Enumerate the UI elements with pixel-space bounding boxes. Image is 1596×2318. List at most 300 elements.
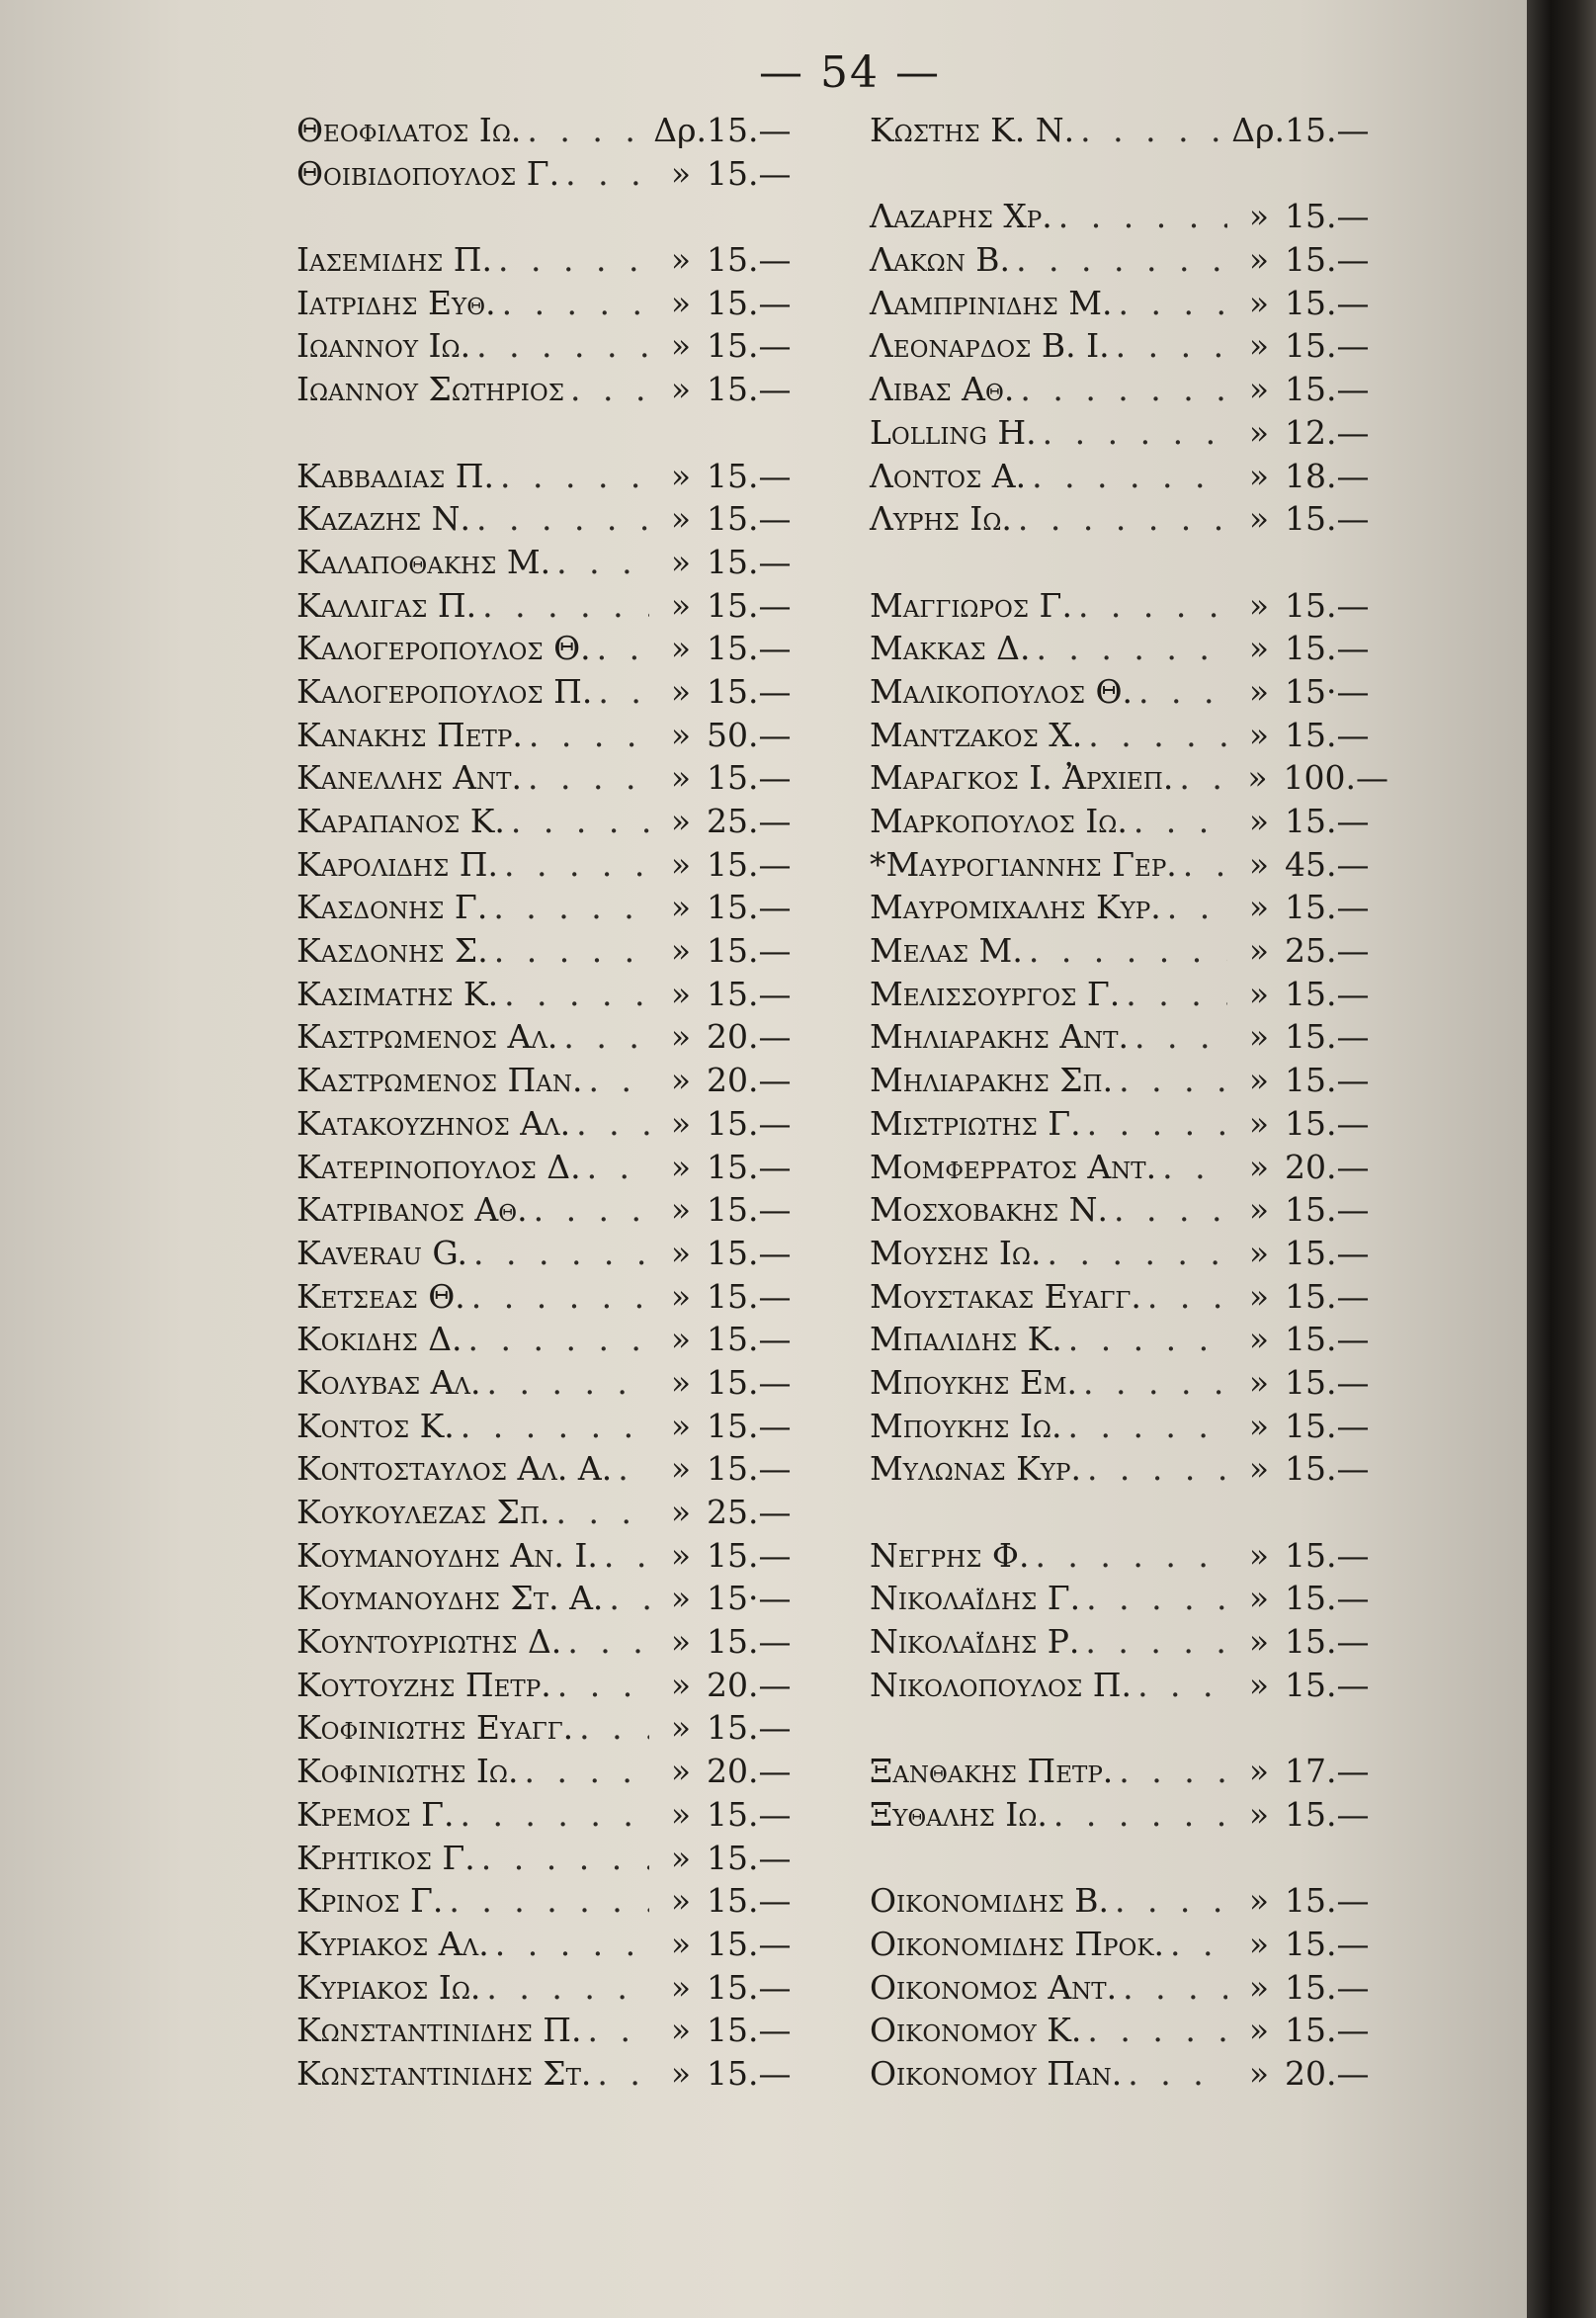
subscription-amount: 15.— xyxy=(1285,629,1370,668)
subscription-amount: 15.— xyxy=(707,153,792,193)
subscription-amount: 15.— xyxy=(1285,1881,1370,1921)
leader-dots xyxy=(1080,111,1225,149)
subscriber-entry xyxy=(296,1277,810,1321)
subscription-amount: 15.— xyxy=(707,1320,792,1359)
page-number: — 54 — xyxy=(759,47,941,98)
subscriber-entry xyxy=(870,1666,1388,1709)
subscriber-entry xyxy=(296,154,810,198)
currency-mark: » xyxy=(1248,283,1270,322)
subscriber-entry xyxy=(870,284,1388,327)
subscriber-entry xyxy=(870,1104,1388,1148)
leader-dots xyxy=(565,154,649,193)
currency-mark: Δρ. xyxy=(653,111,707,149)
subscription-amount: 50.— xyxy=(707,715,792,754)
subscriber-entry xyxy=(296,758,810,802)
subscriber-name: Μακκας Δ. xyxy=(870,629,1031,668)
subscriber-entry xyxy=(870,1061,1388,1104)
currency-mark: » xyxy=(1248,1535,1270,1575)
currency-mark: Δρ. xyxy=(1231,111,1285,149)
subscriber-name: Καστρωμενος Παν. xyxy=(296,1061,583,1100)
currency-mark: » xyxy=(1248,1967,1270,2007)
leader-dots xyxy=(1087,2011,1227,2049)
currency-mark: » xyxy=(670,671,692,711)
section-gap xyxy=(870,1708,1388,1752)
subscription-amount: 15.— xyxy=(1285,1017,1370,1057)
subscriber-entry xyxy=(296,802,810,845)
section-gap xyxy=(296,413,810,457)
subscriber-entry xyxy=(296,1493,810,1536)
subscriber-name: Λιβας Αθ. xyxy=(870,370,1015,409)
currency-mark: » xyxy=(1248,1017,1270,1057)
leader-dots xyxy=(1134,1017,1227,1056)
leader-dots xyxy=(1087,1104,1227,1143)
subscriber-name: Νικολαΐδης Ρ. xyxy=(870,1622,1080,1662)
currency-mark: » xyxy=(670,326,692,366)
subscriber-name: Κετσεας Θ. xyxy=(296,1276,465,1316)
subscription-amount: 15.— xyxy=(1285,197,1370,236)
subscriber-name: Ιατριδης Ευθ. xyxy=(296,283,496,322)
subscriber-entry xyxy=(296,1104,810,1148)
currency-mark: » xyxy=(670,456,692,495)
currency-mark: » xyxy=(670,888,692,927)
leader-dots xyxy=(527,111,647,149)
section-gap xyxy=(870,1493,1388,1536)
subscriber-name: Κουκουλεζας Σπ. xyxy=(296,1493,550,1531)
leader-dots xyxy=(1036,629,1227,667)
subscription-amount: 15.— xyxy=(1285,1233,1370,1272)
currency-mark: » xyxy=(1248,456,1270,495)
subscription-amount: 15.— xyxy=(707,1838,792,1877)
leader-dots xyxy=(556,543,649,581)
leader-dots xyxy=(1115,1881,1227,1920)
subscriber-name: Μπουκης Εμ. xyxy=(870,1362,1078,1402)
subscription-amount: 20.— xyxy=(707,1752,792,1791)
subscription-amount: 15.— xyxy=(707,1362,792,1402)
subscriber-entry xyxy=(870,370,1388,413)
currency-mark: » xyxy=(670,1838,692,1877)
subscriber-entry xyxy=(296,2011,810,2054)
currency-mark: » xyxy=(1248,412,1270,452)
subscriber-entry xyxy=(296,1449,810,1493)
leader-dots xyxy=(1032,457,1227,495)
subscriber-name: Μπουκης Ιω. xyxy=(870,1406,1062,1445)
leader-dots xyxy=(1083,1363,1227,1402)
leader-dots xyxy=(570,370,649,408)
subscriber-entry xyxy=(296,1795,810,1839)
currency-mark: » xyxy=(1248,1276,1270,1316)
subscription-amount: 25.— xyxy=(707,802,792,840)
subscriber-entry xyxy=(870,1407,1388,1450)
subscriber-name: Μαρκοπουλος Ιω. xyxy=(870,802,1128,840)
subscriber-name: Μοσχοβακης Ν. xyxy=(870,1190,1109,1230)
leader-dots xyxy=(1067,1407,1227,1445)
subscriber-name: Καλλιγας Π. xyxy=(296,585,477,625)
subscription-amount: 15.— xyxy=(1285,1362,1370,1402)
subscriber-entry xyxy=(870,931,1388,975)
leader-dots xyxy=(476,499,649,538)
subscriber-entry xyxy=(296,1363,810,1407)
subscriber-entry xyxy=(296,1190,810,1234)
subscriber-name: Ιασεμιδης Π. xyxy=(296,240,493,280)
subscription-amount: 15.— xyxy=(1285,1579,1370,1618)
leader-dots xyxy=(1020,370,1227,408)
section-gap xyxy=(870,1839,1388,1882)
leader-dots xyxy=(476,326,649,365)
leader-dots xyxy=(504,845,649,884)
subscription-amount: 15.— xyxy=(1285,1535,1370,1575)
subscriber-name: Κανελλης Αντ. xyxy=(296,758,522,798)
subscriber-name: Νικολαΐδης Γ. xyxy=(870,1579,1081,1618)
leader-dots xyxy=(604,1536,649,1575)
subscriber-entry xyxy=(870,1968,1388,2012)
subscriber-entry xyxy=(296,1708,810,1752)
currency-mark: » xyxy=(1248,2053,1270,2093)
leader-dots xyxy=(1134,802,1227,840)
subscription-amount: 15.— xyxy=(1285,1190,1370,1230)
currency-mark: » xyxy=(1248,1406,1270,1445)
subscriber-entry xyxy=(296,629,810,672)
subscriber-entry xyxy=(296,845,810,889)
subscriber-name: Μελισσουργος Γ. xyxy=(870,974,1121,1013)
subscription-amount: 15.— xyxy=(707,370,792,409)
subscriber-name: Μυλωνας Κυρ. xyxy=(870,1449,1081,1489)
leader-dots xyxy=(609,1579,649,1617)
subscription-amount: 20.— xyxy=(707,1017,792,1057)
subscriber-name: Κουντουριωτης Δ. xyxy=(296,1622,562,1662)
subscriber-name: Μαντζακος Χ. xyxy=(870,715,1083,754)
subscriber-name: Ξανθακης Πετρ. xyxy=(870,1752,1114,1791)
subscriber-name: Κανακης Πετρ. xyxy=(296,715,523,754)
subscriber-name: Κοντος Κ. xyxy=(296,1406,455,1445)
leader-dots xyxy=(461,1407,649,1445)
subscription-amount: 15.— xyxy=(1285,1103,1370,1143)
subscriber-name: Καρολιδης Π. xyxy=(296,844,498,884)
subscriber-entry xyxy=(870,1795,1388,1839)
subscriber-name: Λυρης Ιω. xyxy=(870,499,1012,539)
currency-mark: » xyxy=(1248,1190,1270,1230)
subscriber-name: Μιστριωτης Γ. xyxy=(870,1103,1081,1143)
leader-dots xyxy=(1183,845,1227,884)
subscriber-entry xyxy=(870,1925,1388,1968)
subscription-amount: 15.— xyxy=(1285,974,1370,1013)
currency-mark: » xyxy=(1248,629,1270,668)
subscriber-entry xyxy=(870,1277,1388,1321)
subscriber-name: Καραπανος Κ. xyxy=(296,802,505,840)
subscription-amount: 15.— xyxy=(707,240,792,280)
subscription-amount: 15.— xyxy=(1285,240,1370,280)
subscription-amount: 15.— xyxy=(707,1708,792,1748)
subscriber-entry xyxy=(296,1752,810,1795)
subscription-amount: 20.— xyxy=(1285,1147,1370,1186)
currency-mark: » xyxy=(670,153,692,193)
subscription-amount: 15.— xyxy=(707,456,792,495)
currency-mark: » xyxy=(670,1406,692,1445)
subscription-amount: 15.— xyxy=(707,1622,792,1662)
subscription-amount: 20.— xyxy=(707,1061,792,1100)
leader-dots xyxy=(567,1622,649,1661)
subscriber-name: Ιωαννου Σωτηριος xyxy=(296,370,564,409)
subscriber-name: Καββαδιας Π. xyxy=(296,456,495,495)
subscriber-entry xyxy=(296,370,810,413)
subscription-amount: 15.— xyxy=(707,1794,792,1834)
book-spine xyxy=(1527,0,1596,2318)
subscriber-name: Λεοναρδος Β. Ι. xyxy=(870,326,1110,366)
subscriber-entry xyxy=(296,975,810,1018)
subscription-amount: 15.— xyxy=(707,1881,792,1921)
subscriber-name: Κασιματης Κ. xyxy=(296,974,499,1013)
subscriber-name: Θοιβιδοπουλος Γ. xyxy=(296,153,560,193)
currency-mark: » xyxy=(1248,2011,1270,2050)
currency-mark: » xyxy=(670,629,692,668)
leader-dots xyxy=(1016,240,1227,279)
currency-mark: » xyxy=(1248,326,1270,366)
subscriber-name: Καλογεροπουλος Π. xyxy=(296,671,593,711)
currency-mark: » xyxy=(1248,671,1270,711)
currency-mark: » xyxy=(670,802,692,840)
subscription-amount: 15.— xyxy=(1285,1967,1370,2007)
subscriber-name: Οικονομου Παν. xyxy=(870,2053,1123,2093)
currency-mark: » xyxy=(670,1794,692,1834)
subscriber-name: Μουστακας Ευαγγ. xyxy=(870,1276,1141,1316)
currency-mark: » xyxy=(1248,1881,1270,1921)
leader-dots xyxy=(471,1277,649,1316)
subscriber-entry xyxy=(870,326,1388,370)
subscriber-entry xyxy=(296,888,810,931)
currency-mark: » xyxy=(670,1061,692,1100)
leader-dots xyxy=(449,1881,649,1920)
leader-dots xyxy=(576,1104,649,1143)
subscriber-entry xyxy=(870,975,1388,1018)
leader-dots xyxy=(1119,284,1227,322)
leader-dots xyxy=(557,1666,649,1704)
leader-dots xyxy=(579,1708,649,1747)
subscription-amount: 15.— xyxy=(1285,499,1370,539)
currency-mark: » xyxy=(670,542,692,581)
leader-dots xyxy=(460,1795,649,1834)
subscriber-entry xyxy=(870,802,1388,845)
leader-dots xyxy=(1123,1968,1227,2007)
subscriber-name: Θεοφιλατος Ιω. xyxy=(296,111,522,149)
currency-mark: » xyxy=(1248,888,1270,927)
leader-dots xyxy=(528,758,649,797)
subscriber-entry xyxy=(296,2054,810,2098)
subscription-amount: 15.— xyxy=(707,888,792,927)
subscriber-name: Ιωαννου Ιω. xyxy=(296,326,471,366)
leader-dots xyxy=(524,1752,649,1790)
currency-mark: » xyxy=(670,931,692,971)
subscriber-entry xyxy=(870,1579,1388,1622)
section-gap xyxy=(870,154,1388,198)
leader-dots xyxy=(1018,499,1227,538)
subscription-amount: 15.— xyxy=(707,671,792,711)
subscriber-name: Οικονομος Αντ. xyxy=(870,1967,1118,2007)
subscriber-entry xyxy=(870,1190,1388,1234)
subscriber-entry xyxy=(870,240,1388,284)
subscriber-name: Μελας Μ. xyxy=(870,931,1023,971)
subscription-amount: 15.— xyxy=(1285,1061,1370,1100)
currency-mark: » xyxy=(1248,1320,1270,1359)
subscriber-entry xyxy=(870,1320,1388,1363)
leader-dots xyxy=(1138,672,1227,711)
subscriber-name: Κατριβανος Αθ. xyxy=(296,1190,528,1230)
subscription-amount: 15.— xyxy=(707,326,792,366)
currency-mark: » xyxy=(1248,974,1270,1013)
subscriber-name: Κασδονης Σ. xyxy=(296,931,488,971)
currency-mark: » xyxy=(670,1017,692,1057)
leader-dots xyxy=(597,629,649,667)
subscriber-entry xyxy=(296,1925,810,1968)
leader-dots xyxy=(1085,1622,1227,1661)
subscriber-entry xyxy=(870,413,1388,457)
subscriber-name: Κωστης Κ. Ν. xyxy=(870,111,1075,149)
leader-dots xyxy=(1167,888,1227,926)
subscriber-entry xyxy=(870,1881,1388,1925)
subscriber-name: Μηλιαρακης Σπ. xyxy=(870,1061,1114,1100)
subscription-amount: 15.— xyxy=(1285,2011,1370,2050)
subscription-amount: 15·— xyxy=(707,1579,792,1618)
currency-mark: » xyxy=(670,1493,692,1531)
subscriber-entry xyxy=(296,284,810,327)
subscriber-name: Κρητικος Γ. xyxy=(296,1838,475,1877)
subscriber-entry xyxy=(296,1579,810,1622)
subscriber-entry xyxy=(870,758,1388,802)
leader-dots xyxy=(504,975,649,1013)
subscriber-name: Ξυθαλης Ιω. xyxy=(870,1794,1048,1834)
right-column xyxy=(870,111,1388,2098)
subscriber-name: Μαγγιωρος Γ. xyxy=(870,585,1072,625)
currency-mark: » xyxy=(670,1622,692,1662)
subscriber-entry xyxy=(870,2054,1388,2098)
subscription-amount: 15.— xyxy=(707,542,792,581)
subscriber-name: Μηλιαρακης Αντ. xyxy=(870,1017,1130,1057)
subscription-amount: 15.— xyxy=(707,1406,792,1445)
currency-mark: » xyxy=(670,1924,692,1963)
subscription-amount: 25.— xyxy=(1285,931,1370,971)
subscriber-entry xyxy=(296,1320,810,1363)
subscriber-name: Λαζαρης Χρ. xyxy=(870,197,1052,236)
subscription-amount: 15.— xyxy=(707,283,792,322)
subscriber-name: Λακων Β. xyxy=(870,240,1011,280)
leader-dots xyxy=(482,586,649,625)
subscription-amount: 45.— xyxy=(1285,844,1370,884)
leader-dots xyxy=(598,672,649,711)
currency-mark: » xyxy=(1248,1622,1270,1662)
leader-dots xyxy=(495,1925,649,1963)
subscriber-name: Kaverau G. xyxy=(296,1233,467,1272)
subscriber-name: Κρινος Γ. xyxy=(296,1881,444,1921)
currency-mark: » xyxy=(1248,802,1270,840)
currency-mark: » xyxy=(1248,1147,1270,1186)
subscriber-name: Καζαζης Ν. xyxy=(296,499,471,539)
currency-mark: » xyxy=(670,844,692,884)
subscriber-name: Κατερινοπουλος Δ. xyxy=(296,1147,581,1186)
leader-dots xyxy=(1078,586,1227,625)
currency-mark: » xyxy=(670,1320,692,1359)
subscriber-entry xyxy=(870,1622,1388,1666)
subscription-amount: 15.— xyxy=(707,1276,792,1316)
subscriber-name: Κατακουζηνος Αλ. xyxy=(296,1103,571,1143)
leader-dots xyxy=(1116,326,1227,365)
subscriber-entry xyxy=(296,1148,810,1191)
subscriber-entry xyxy=(296,672,810,716)
subscription-amount: 15.— xyxy=(707,931,792,971)
subscription-amount: 17.— xyxy=(1285,1752,1370,1791)
leader-dots xyxy=(1086,1579,1227,1617)
currency-mark: » xyxy=(670,1233,692,1272)
subscription-amount: 15.— xyxy=(1285,1665,1370,1704)
subscriber-name: Κυριακος Ιω. xyxy=(296,1967,481,2007)
subscriber-entry xyxy=(870,1536,1388,1580)
subscriber-entry xyxy=(296,586,810,630)
currency-mark: » xyxy=(1248,931,1270,971)
subscriber-entry xyxy=(296,1881,810,1925)
subscription-amount: 15.— xyxy=(707,1449,792,1489)
currency-mark: » xyxy=(670,1752,692,1791)
subscription-amount: 15.— xyxy=(1285,1449,1370,1489)
currency-mark: » xyxy=(670,1449,692,1489)
leader-dots xyxy=(556,1493,649,1531)
subscription-amount: 15.— xyxy=(707,2011,792,2050)
leader-dots xyxy=(502,284,649,322)
subscriber-name: Κουμανουδης Αν. Ι. xyxy=(296,1535,598,1575)
left-column xyxy=(296,111,810,2098)
subscription-amount: 15.— xyxy=(1285,802,1370,840)
subscription-amount: 15.— xyxy=(1285,1622,1370,1662)
subscriber-name: Μαυρομιχαλης Κυρ. xyxy=(870,888,1161,927)
leader-dots xyxy=(1170,1925,1227,1963)
leader-dots xyxy=(1048,1234,1228,1272)
subscriber-entry xyxy=(870,845,1388,889)
currency-mark: » xyxy=(1248,1103,1270,1143)
leader-dots xyxy=(534,1190,649,1229)
subscriber-entry xyxy=(870,1363,1388,1407)
currency-mark: » xyxy=(670,715,692,754)
subscriber-entry xyxy=(870,499,1388,543)
subscriber-name: Κασδονης Γ. xyxy=(296,888,488,927)
subscriber-name: *Μαυρογιαννης Γερ. xyxy=(870,844,1177,884)
subscription-amount: 12.— xyxy=(1285,412,1370,452)
currency-mark: » xyxy=(1248,1924,1270,1963)
currency-mark: » xyxy=(670,1147,692,1186)
subscription-amount: 15.— xyxy=(707,2053,792,2093)
subscriber-entry xyxy=(296,716,810,759)
leader-dots xyxy=(473,1234,649,1272)
leader-dots xyxy=(1126,975,1227,1013)
leader-dots xyxy=(493,888,649,926)
subscriber-name: Lolling H. xyxy=(870,412,1037,452)
currency-mark: » xyxy=(1248,1061,1270,1100)
currency-mark: » xyxy=(1248,197,1270,236)
subscriber-name: Νικολοπουλος Π. xyxy=(870,1665,1133,1704)
section-gap xyxy=(870,543,1388,586)
leader-dots xyxy=(494,931,649,970)
subscriber-name: Νεγρης Φ. xyxy=(870,1535,1030,1575)
subscription-amount: 15.— xyxy=(1285,715,1370,754)
subscriber-name: Κοφινιωτης Ιω. xyxy=(296,1752,519,1791)
leader-dots xyxy=(529,716,649,754)
subscriber-entry xyxy=(870,1017,1388,1061)
currency-mark: » xyxy=(1248,240,1270,280)
subscription-amount: 15.— xyxy=(1285,1794,1370,1834)
subscription-amount: 15.— xyxy=(1285,585,1370,625)
leader-dots xyxy=(486,1968,649,2007)
subscription-amount: 15.— xyxy=(707,1233,792,1272)
currency-mark: » xyxy=(670,1967,692,2007)
subscription-amount: 15.— xyxy=(1285,283,1370,322)
leader-dots xyxy=(1179,758,1225,797)
subscription-amount: 15.— xyxy=(707,1924,792,1963)
subscriber-name: Λαμπρινιδης Μ. xyxy=(870,283,1113,322)
